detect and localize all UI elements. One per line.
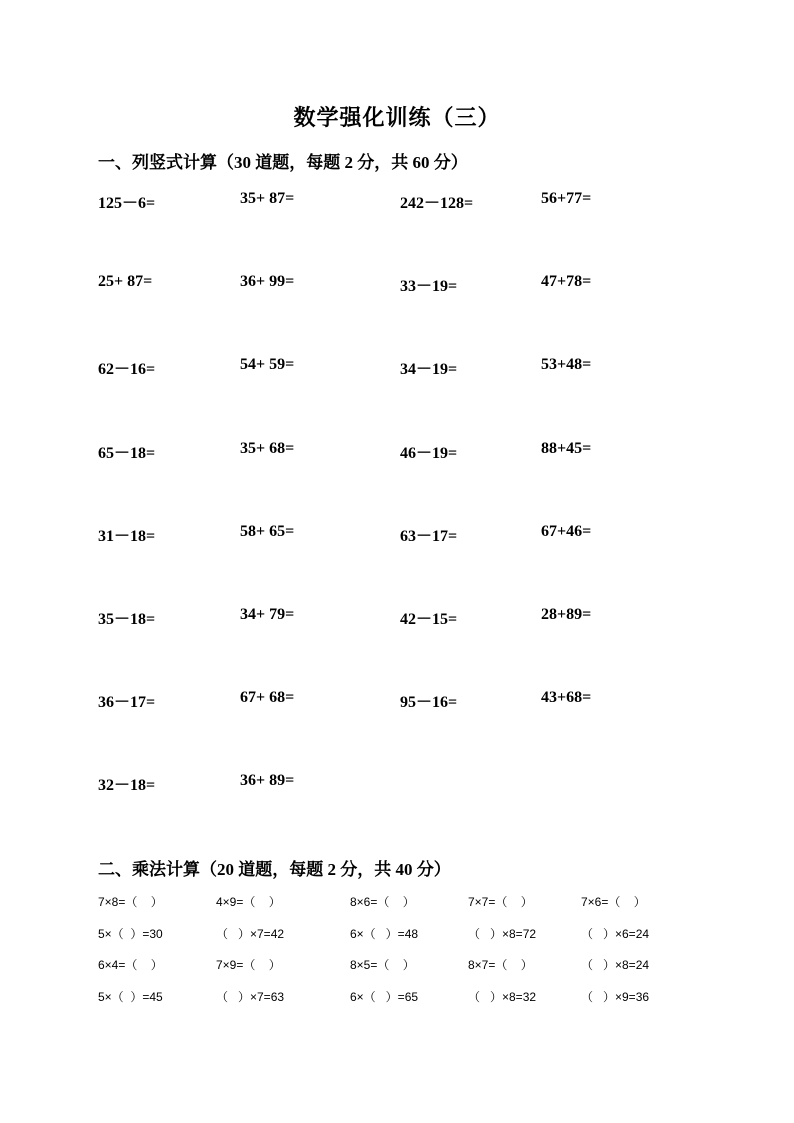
- problem: 36－17=: [98, 694, 156, 712]
- problem: 56+77=: [541, 190, 592, 207]
- problem-row: [98, 606, 718, 689]
- problem: 95－16=: [400, 694, 458, 712]
- problem: 67+ 68=: [240, 689, 295, 707]
- problem-row: [98, 273, 718, 356]
- problem-row: [98, 772, 718, 855]
- problem: 46－19=: [400, 444, 458, 462]
- page-title: 数学强化训练（三）: [293, 105, 501, 130]
- problem: （ ）×6=24: [581, 926, 650, 941]
- problem: （ ）×7=42: [216, 926, 285, 941]
- problem: 31－18=: [98, 527, 156, 545]
- problem: 6×（ ）=48: [350, 926, 419, 941]
- problem: 8×5=（ ）: [350, 958, 415, 972]
- problem: 7×6=（ ）: [581, 895, 646, 909]
- problem: 34－19=: [400, 361, 458, 379]
- problem: 32－18=: [98, 777, 156, 795]
- problem-row: [98, 523, 718, 606]
- problem-row: [98, 440, 718, 523]
- problem: 6×4=（ ）: [98, 958, 163, 972]
- problem: 28+89=: [541, 605, 592, 623]
- problem: 62－16=: [98, 361, 156, 379]
- section-2-heading: 二、乘法计算（20 道题，每题 2 分，共 40 分）: [98, 860, 451, 879]
- problem-row: [98, 356, 718, 439]
- problem-row: [98, 956, 698, 988]
- problem: 8×6=（ ）: [350, 895, 415, 909]
- problem: 65－18=: [98, 444, 156, 462]
- problem: （ ）×9=36: [581, 989, 650, 1004]
- problem: 58+ 65=: [240, 522, 295, 540]
- problem: 4×9=（ ）: [216, 895, 281, 909]
- vertical-calculation-grid: [98, 190, 718, 856]
- problem: 67+46=: [541, 522, 592, 540]
- problem: 42－15=: [400, 610, 458, 628]
- problem: （ ）×8=72: [468, 926, 537, 941]
- problem: 125－6=: [98, 195, 156, 212]
- problem-row: [98, 689, 718, 772]
- problem-row: [98, 190, 718, 273]
- problem-row: [98, 988, 698, 1020]
- problem: 5×（ ）=45: [98, 989, 163, 1004]
- problem: 88+45=: [541, 439, 592, 457]
- problem: 36+ 89=: [240, 772, 295, 790]
- problem: 25+ 87=: [98, 273, 153, 291]
- problem: 6×（ ）=65: [350, 989, 419, 1004]
- problem: （ ）×8=24: [581, 958, 650, 972]
- problem: 35+ 87=: [240, 190, 295, 207]
- problem-row: [98, 925, 698, 957]
- problem: 8×7=（ ）: [468, 958, 533, 972]
- problem: 54+ 59=: [240, 356, 295, 374]
- problem: 35－18=: [98, 610, 156, 628]
- problem: （ ）×7=63: [216, 989, 285, 1004]
- problem: 7×8=（ ）: [98, 895, 163, 909]
- problem: 7×7=（ ）: [468, 895, 533, 909]
- problem: 47+78=: [541, 273, 592, 291]
- problem: 53+48=: [541, 356, 592, 374]
- problem: 33－19=: [400, 278, 458, 296]
- problem: 63－17=: [400, 527, 458, 545]
- problem: 7×9=（ ）: [216, 958, 281, 972]
- problem: 5×（ ）=30: [98, 926, 163, 941]
- problem: 242－128=: [400, 195, 474, 212]
- problem: 34+ 79=: [240, 605, 295, 623]
- problem: （ ）×8=32: [468, 989, 537, 1004]
- section-1-heading: 一、列竖式计算（30 道题，每题 2 分，共 60 分）: [98, 153, 468, 172]
- problem: 36+ 99=: [240, 273, 295, 291]
- problem-row: [98, 893, 698, 925]
- multiplication-grid: [98, 893, 698, 1019]
- problem: 35+ 68=: [240, 439, 295, 457]
- problem: 43+68=: [541, 689, 592, 707]
